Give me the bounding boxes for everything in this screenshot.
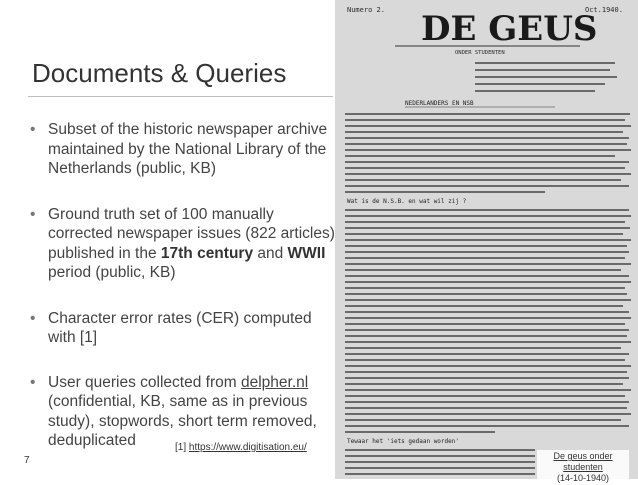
scan-caption bbox=[537, 450, 629, 485]
bullet-bold-text: WWII bbox=[287, 244, 326, 262]
footnote bbox=[175, 442, 307, 453]
newspaper-scan-graphic bbox=[335, 0, 638, 479]
caption-date: (14-10-1940) bbox=[556, 473, 610, 483]
footnote-link[interactable]: https://www.digitisation.eu/ bbox=[188, 442, 307, 453]
bullet-list bbox=[30, 120, 335, 451]
bullet-text: User queries collected from bbox=[48, 373, 241, 391]
newspaper-scan-image bbox=[335, 0, 638, 479]
issue-date: Oct.1940. bbox=[585, 6, 623, 14]
bullet-text: Subset of the historic newspaper archive maintained by the National Library of the Netherlands (public, KB) bbox=[48, 121, 328, 177]
bullet-item bbox=[30, 120, 335, 179]
bullet-text: and bbox=[253, 244, 288, 262]
bullet-marker: • bbox=[30, 309, 36, 327]
bullet-marker: • bbox=[30, 205, 36, 223]
page-number: 7 bbox=[24, 455, 30, 466]
title-divider bbox=[28, 96, 333, 97]
bullet-marker: • bbox=[30, 373, 36, 391]
bullet-text: period (public, KB) bbox=[48, 264, 176, 281]
footnote-ref: [1] bbox=[175, 442, 189, 453]
slide-title: Documents & Queries bbox=[32, 58, 287, 88]
section-heading: NEDERLANDERS EN NSB bbox=[405, 100, 474, 107]
delpher-link[interactable]: delpher.nl bbox=[240, 373, 309, 391]
bullet-item bbox=[30, 205, 335, 283]
newspaper-masthead: DE GEUS bbox=[421, 9, 598, 49]
article-subheading-2: Tewaar het 'iets gedaan worden' bbox=[347, 438, 459, 445]
article-subheading: Wat is de N.S.B. en wat wil zij ? bbox=[347, 198, 467, 205]
bullet-text: Ground truth set of 100 manually corrected newspaper issues (822 articles) published in the bbox=[48, 205, 335, 262]
newspaper-subtitle: ONDER STUDENTEN bbox=[455, 50, 505, 56]
bullet-marker: • bbox=[30, 121, 36, 138]
bullet-item bbox=[30, 373, 335, 451]
caption-title[interactable]: De geus onder studenten bbox=[553, 451, 613, 472]
bullet-item bbox=[30, 309, 335, 348]
bullet-text: Character error rates (CER) computed with [1] bbox=[48, 309, 312, 346]
bullet-bold-text: 17th century bbox=[160, 244, 254, 262]
bullet-text: (confidential, KB, same as in previous study), stopwords, short term removed, deduplicated bbox=[48, 393, 317, 449]
issue-number: Numero 2. bbox=[347, 6, 385, 14]
